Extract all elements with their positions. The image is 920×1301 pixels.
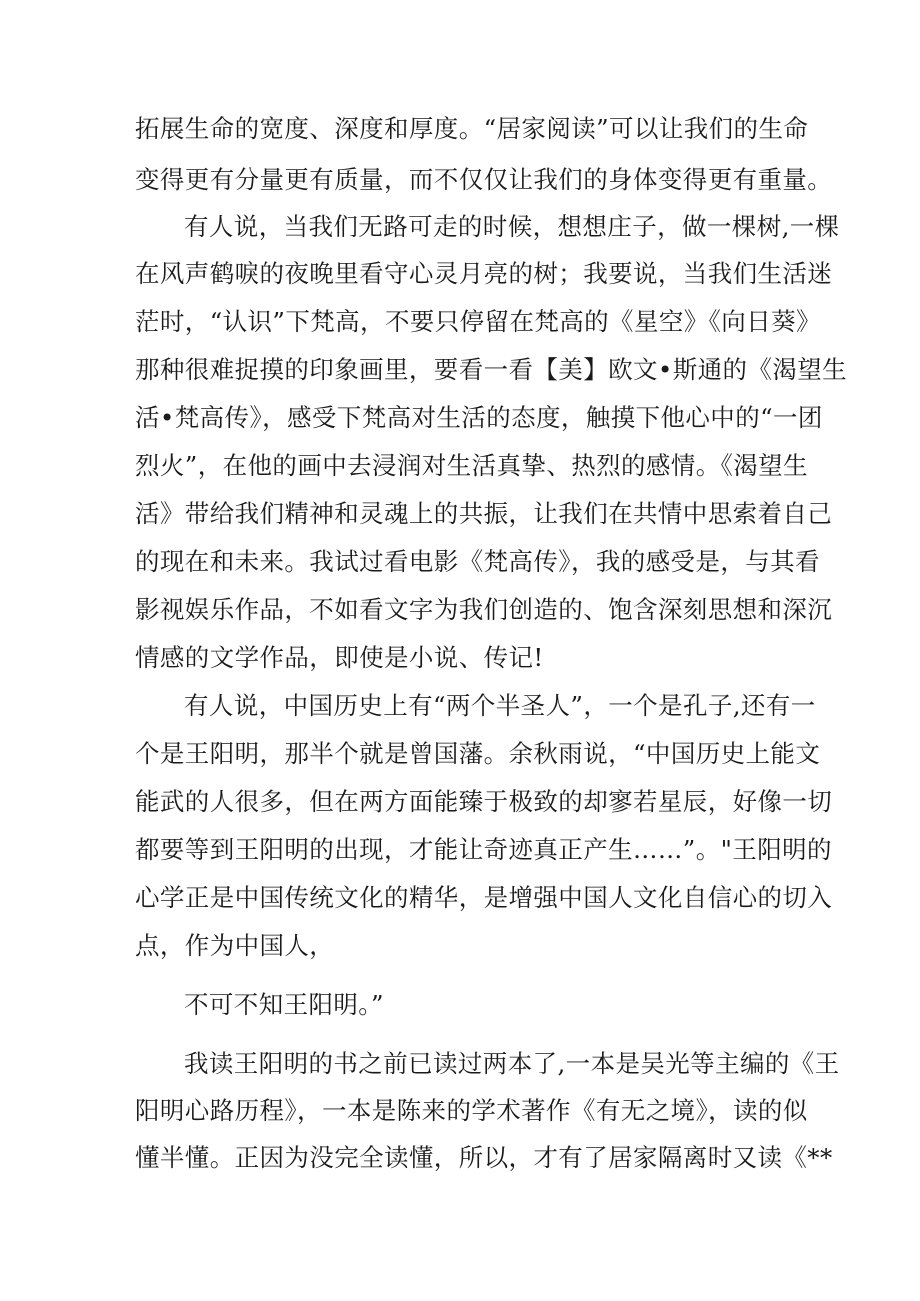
text-line: 影视娱乐作品，不如看文字为我们创造的、饱含深刻思想和深沉 [135,595,833,624]
text-line: 情感的文学作品，即使是小说、传记! [135,643,544,672]
text-line: 那种很难捉摸的印象画里，要看一看【美】欧文•斯通的《渴望生 [135,355,848,384]
text-line: 个是王阳明，那半个就是曾国藩。余秋雨说，“中国历史上能文 [135,739,821,768]
text-line: 阳明心路历程》，一本是陈来的学术著作《有无之境》，读的似 [135,1096,808,1125]
text-line: 能武的人很多，但在两方面能臻于极致的却寥若星辰，好像一切 [135,787,833,816]
text-line: 烈火”，在他的画中去浸润对生活真挚、热烈的感情。《渴望生 [135,451,808,480]
text-line: 活•梵高传》，感受下梵高对生活的态度，触摸下他心中的“一团 [135,403,823,432]
text-line: 茫时，“认识”下梵高，不要只停留在梵高的《星空》《向日葵》 [135,307,821,336]
text-line: 点，作为中国人， [135,931,335,960]
text-line: 不可不知王阳明。” [184,990,384,1019]
text-line: 有人说，中国历史上有“两个半圣人”，一个是孔子,还有一 [184,691,816,720]
text-line: 懂半懂。正因为没完全读懂，所以，才有了居家隔离时又读《** [135,1143,833,1172]
text-line: 变得更有分量更有质量，而不仅仅让我们的身体变得更有重量。 [135,165,833,194]
text-line: 拓展生命的宽度、深度和厚度。“居家阅读”可以让我们的生命 [135,114,809,143]
text-line: 我读王阳明的书之前已读过两本了,一本是吴光等主编的《王 [184,1049,840,1078]
text-line: 的现在和未来。我试过看电影《梵高传》，我的感受是，与其看 [135,547,820,576]
text-line: 有人说，当我们无路可走的时候，想想庄子，做一棵树,一棵 [184,212,840,241]
text-line: 在风声鹤唳的夜晚里看守心灵月亮的树；我要说，当我们生活迷 [135,259,833,288]
text-line: 活》带给我们精神和灵魂上的共振，让我们在共情中思索着自己 [135,499,833,528]
text-line: 心学正是中国传统文化的精华，是增强中国人文化自信心的切入 [135,883,833,912]
text-line: 都要等到王阳明的出现，才能让奇迹真正产生……”。"王阳明的 [135,835,832,864]
